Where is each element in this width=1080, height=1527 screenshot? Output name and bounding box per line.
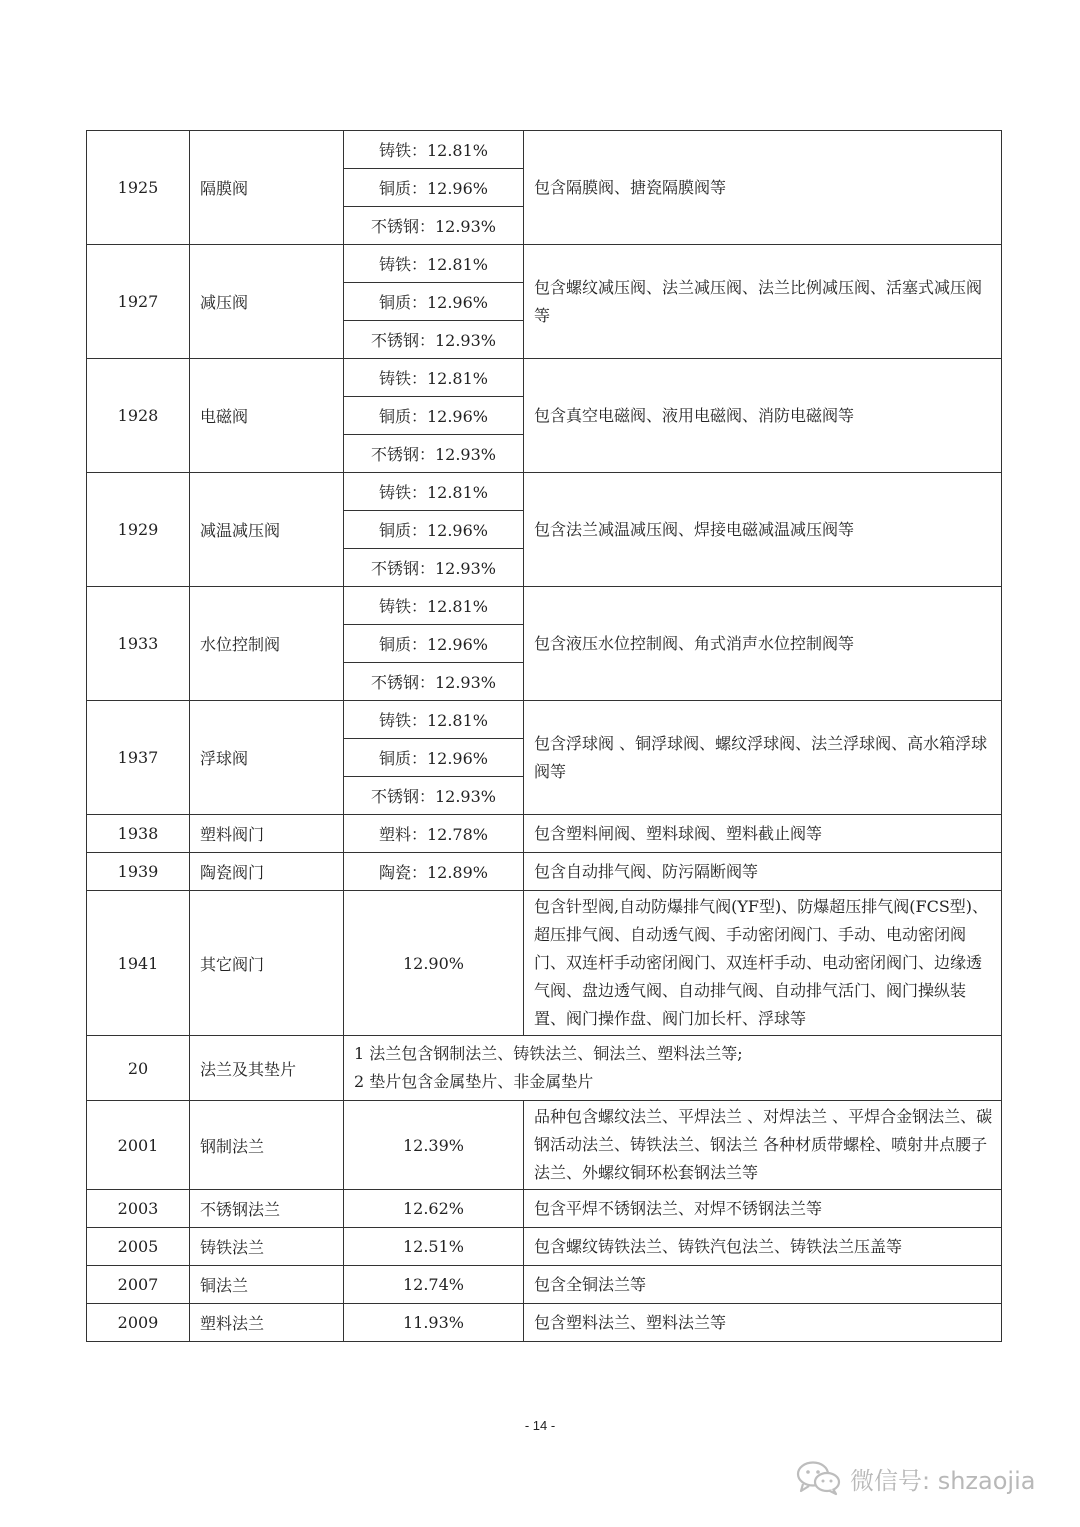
item-name: 其它阀门 <box>190 891 344 1036</box>
category-code: 20 <box>87 1036 190 1101</box>
item-rate: 铸铁：12.81% <box>344 587 524 625</box>
item-rate: 铜质：12.96% <box>344 511 524 549</box>
item-rate: 12.90% <box>344 891 524 1036</box>
item-rate: 铸铁：12.81% <box>344 245 524 283</box>
table-row <box>87 1190 1002 1228</box>
item-code: 1941 <box>87 891 190 1036</box>
item-rate: 铸铁：12.81% <box>344 131 524 169</box>
item-code: 1937 <box>87 701 190 815</box>
table-row <box>87 815 1002 853</box>
item-name: 水位控制阀 <box>190 587 344 701</box>
item-code: 1933 <box>87 587 190 701</box>
table-row <box>87 473 1002 511</box>
item-rate: 铜质：12.96% <box>344 739 524 777</box>
table-row <box>87 131 1002 169</box>
item-name: 陶瓷阀门 <box>190 853 344 891</box>
rate-table <box>86 130 1002 1342</box>
item-rate: 12.39% <box>344 1101 524 1190</box>
item-code: 2007 <box>87 1266 190 1304</box>
item-name: 钢制法兰 <box>190 1101 344 1190</box>
item-name: 铜法兰 <box>190 1266 344 1304</box>
item-rate: 塑料：12.78% <box>344 815 524 853</box>
category-note: 2 垫片包含金属垫片、非金属垫片 <box>354 1072 594 1091</box>
item-rate: 12.74% <box>344 1266 524 1304</box>
table-row <box>87 245 1002 283</box>
item-code: 2001 <box>87 1101 190 1190</box>
item-rate: 12.51% <box>344 1228 524 1266</box>
item-code: 2003 <box>87 1190 190 1228</box>
item-rate: 陶瓷：12.89% <box>344 853 524 891</box>
item-description: 包含塑料闸阀、塑料球阀、塑料截止阀等 <box>524 815 1002 853</box>
table-row <box>87 891 1002 1036</box>
item-description: 包含针型阀,自动防爆排气阀(YF型)、防爆超压排气阀(FCS型)、超压排气阀、自动透气阀、手动密闭阀门、手动、电动密闭阀门、双连杆手动密闭阀门、双连杆手动、电动密闭阀门、边缘透气阀、盘边透气阀、自动排气阀、自动排气活门、阀门操纵装置、阀门操作盘、阀门加长杆、浮球等 <box>524 891 1002 1036</box>
table-row <box>87 1304 1002 1342</box>
item-rate: 铸铁：12.81% <box>344 701 524 739</box>
table-row <box>87 1228 1002 1266</box>
item-name: 减温减压阀 <box>190 473 344 587</box>
item-description: 品种包含螺纹法兰、平焊法兰 、对焊法兰 、平焊合金钢法兰、碳钢活动法兰、铸铁法兰、钢法兰 各种材质带螺栓、喷射井点腰子法兰、外螺纹铜环松套钢法兰等 <box>524 1101 1002 1190</box>
item-rate: 11.93% <box>344 1304 524 1342</box>
table-row <box>87 1101 1002 1190</box>
category-row <box>87 1036 1002 1101</box>
item-code: 1925 <box>87 131 190 245</box>
table-row <box>87 587 1002 625</box>
category-note: 1 法兰包含钢制法兰、铸铁法兰、铜法兰、塑料法兰等; <box>354 1044 743 1063</box>
item-rate: 铜质：12.96% <box>344 397 524 435</box>
item-description: 包含液压水位控制阀、角式消声水位控制阀等 <box>524 587 1002 701</box>
item-name: 铸铁法兰 <box>190 1228 344 1266</box>
item-description: 包含平焊不锈钢法兰、对焊不锈钢法兰等 <box>524 1190 1002 1228</box>
item-rate: 12.62% <box>344 1190 524 1228</box>
item-name: 隔膜阀 <box>190 131 344 245</box>
item-description: 包含塑料法兰、塑料法兰等 <box>524 1304 1002 1342</box>
wechat-icon <box>796 1460 842 1496</box>
table-row <box>87 359 1002 397</box>
item-rate: 铜质：12.96% <box>344 625 524 663</box>
item-description: 包含自动排气阀、防污隔断阀等 <box>524 853 1002 891</box>
item-rate: 铸铁：12.81% <box>344 359 524 397</box>
item-code: 2009 <box>87 1304 190 1342</box>
item-description: 包含隔膜阀、搪瓷隔膜阀等 <box>524 131 1002 245</box>
item-rate: 不锈钢：12.93% <box>344 435 524 473</box>
item-rate: 不锈钢：12.93% <box>344 549 524 587</box>
item-description: 包含螺纹减压阀、法兰减压阀、法兰比例减压阀、活塞式减压阀等 <box>524 245 1002 359</box>
item-rate: 不锈钢：12.93% <box>344 321 524 359</box>
item-code: 1939 <box>87 853 190 891</box>
item-code: 1927 <box>87 245 190 359</box>
item-rate: 铸铁：12.81% <box>344 473 524 511</box>
item-name: 减压阀 <box>190 245 344 359</box>
item-description: 包含螺纹铸铁法兰、铸铁汽包法兰、铸铁法兰压盖等 <box>524 1228 1002 1266</box>
item-description: 包含浮球阀 、铜浮球阀、螺纹浮球阀、法兰浮球阀、高水箱浮球阀等 <box>524 701 1002 815</box>
item-description: 包含法兰减温减压阀、焊接电磁减温减压阀等 <box>524 473 1002 587</box>
item-code: 2005 <box>87 1228 190 1266</box>
category-notes <box>344 1036 1002 1101</box>
item-name: 浮球阀 <box>190 701 344 815</box>
item-rate: 铜质：12.96% <box>344 169 524 207</box>
table-row <box>87 1266 1002 1304</box>
item-name: 不锈钢法兰 <box>190 1190 344 1228</box>
item-rate: 不锈钢：12.93% <box>344 663 524 701</box>
category-name: 法兰及其垫片 <box>190 1036 344 1101</box>
table-row <box>87 701 1002 739</box>
watermark <box>796 1458 1035 1498</box>
item-name: 塑料法兰 <box>190 1304 344 1342</box>
item-rate: 不锈钢：12.93% <box>344 777 524 815</box>
item-name: 电磁阀 <box>190 359 344 473</box>
item-description: 包含真空电磁阀、液用电磁阀、消防电磁阀等 <box>524 359 1002 473</box>
item-rate: 不锈钢：12.93% <box>344 207 524 245</box>
table-row <box>87 853 1002 891</box>
item-rate: 铜质：12.96% <box>344 283 524 321</box>
item-name: 塑料阀门 <box>190 815 344 853</box>
watermark-text: 微信号: shzaojia <box>850 1466 1036 1495</box>
item-code: 1928 <box>87 359 190 473</box>
item-description: 包含全铜法兰等 <box>524 1266 1002 1304</box>
item-code: 1938 <box>87 815 190 853</box>
page-number: - 14 - <box>524 1418 556 1433</box>
item-code: 1929 <box>87 473 190 587</box>
